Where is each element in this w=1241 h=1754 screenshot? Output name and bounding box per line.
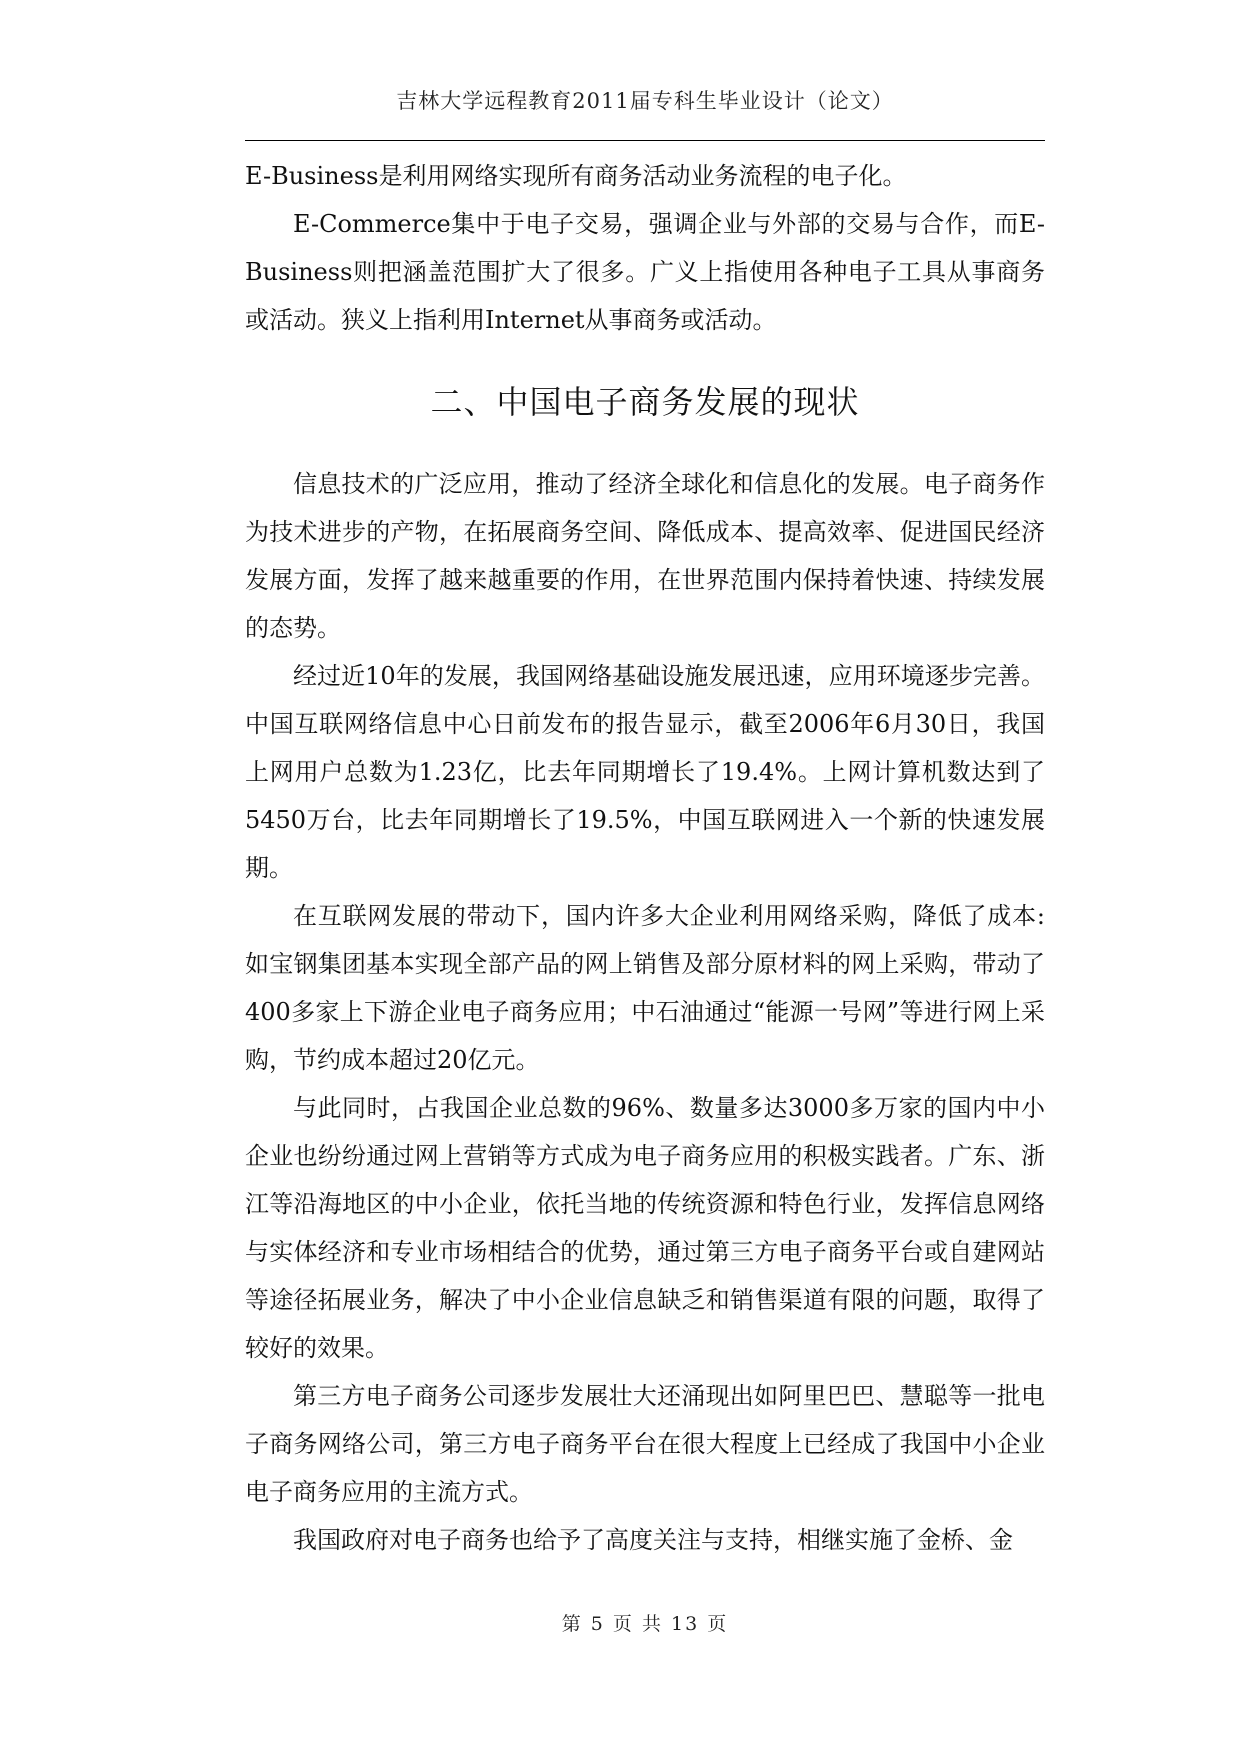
paragraph-it-application: 信息技术的广泛应用，推动了经济全球化和信息化的发展。电子商务作为技术进步的产物，在拓展商务空间、降低成本、提高效率、促进国民经济发展方面，发挥了越来越重要的作用，在世界范围内保持着快速、持续发展的态势。 (245, 470, 1045, 642)
paragraph-government-support: 我国政府对电子商务也给予了高度关注与支持，相继实施了金桥、金 (293, 1526, 1013, 1554)
paragraph-third-party-platforms: 第三方电子商务公司逐步发展壮大还涌现出如阿里巴巴、慧聪等一批电子商务网络公司，第三方电子商务平台在很大程度上已经成了我国中小企业电子商务应用的主流方式。 (245, 1382, 1045, 1506)
header-divider (245, 140, 1045, 141)
paragraph-ebusiness-definition: E-Business是利用网络实现所有商务活动业务流程的电子化。 (245, 162, 907, 190)
paragraph-large-enterprises: 在互联网发展的带动下，国内许多大企业利用网络采购，降低了成本:如宝钢集团基本实现全部产品的网上销售及部分原材料的网上采购，带动了400多家上下游企业电子商务应用；中石油通过“能源一号网”等进行网上采购，节约成本超过20亿元。 (245, 902, 1045, 1074)
paragraph-ecommerce-vs-ebusiness: E-Commerce集中于电子交易，强调企业与外部的交易与合作，而E-Business则把涵盖范围扩大了很多。广义上指使用各种电子工具从事商务或活动。狭义上指利用Internet从事商务或活动。 (245, 210, 1045, 334)
page-number: 第 5 页 共 13 页 (561, 1613, 729, 1635)
paragraph-network-statistics: 经过近10年的发展，我国网络基础设施发展迅速，应用环境逐步完善。中国互联网络信息中心日前发布的报告显示，截至2006年6月30日，我国上网用户总数为1.23亿，比去年同期增长了19.4%。上网计算机数达到了5450万台，比去年同期增长了19.5%，中国互联网进入一个新的快速发展期。 (245, 662, 1045, 882)
page-header: 吉林大学远程教育2011届专科生毕业设计（论文） (396, 89, 894, 113)
paragraph-sme-practice: 与此同时，占我国企业总数的96%、数量多达3000多万家的国内中小企业也纷纷通过网上营销等方式成为电子商务应用的积极实践者。广东、浙江等沿海地区的中小企业，依托当地的传统资源和特色行业，发挥信息网络与实体经济和专业市场相结合的优势，通过第三方电子商务平台或自建网站等途径拓展业务，解决了中小企业信息缺乏和销售渠道有限的问题，取得了较好的效果。 (245, 1094, 1045, 1362)
document-body (245, 152, 1045, 1564)
section-heading: 二、中国电子商务发展的现状 (430, 383, 860, 421)
